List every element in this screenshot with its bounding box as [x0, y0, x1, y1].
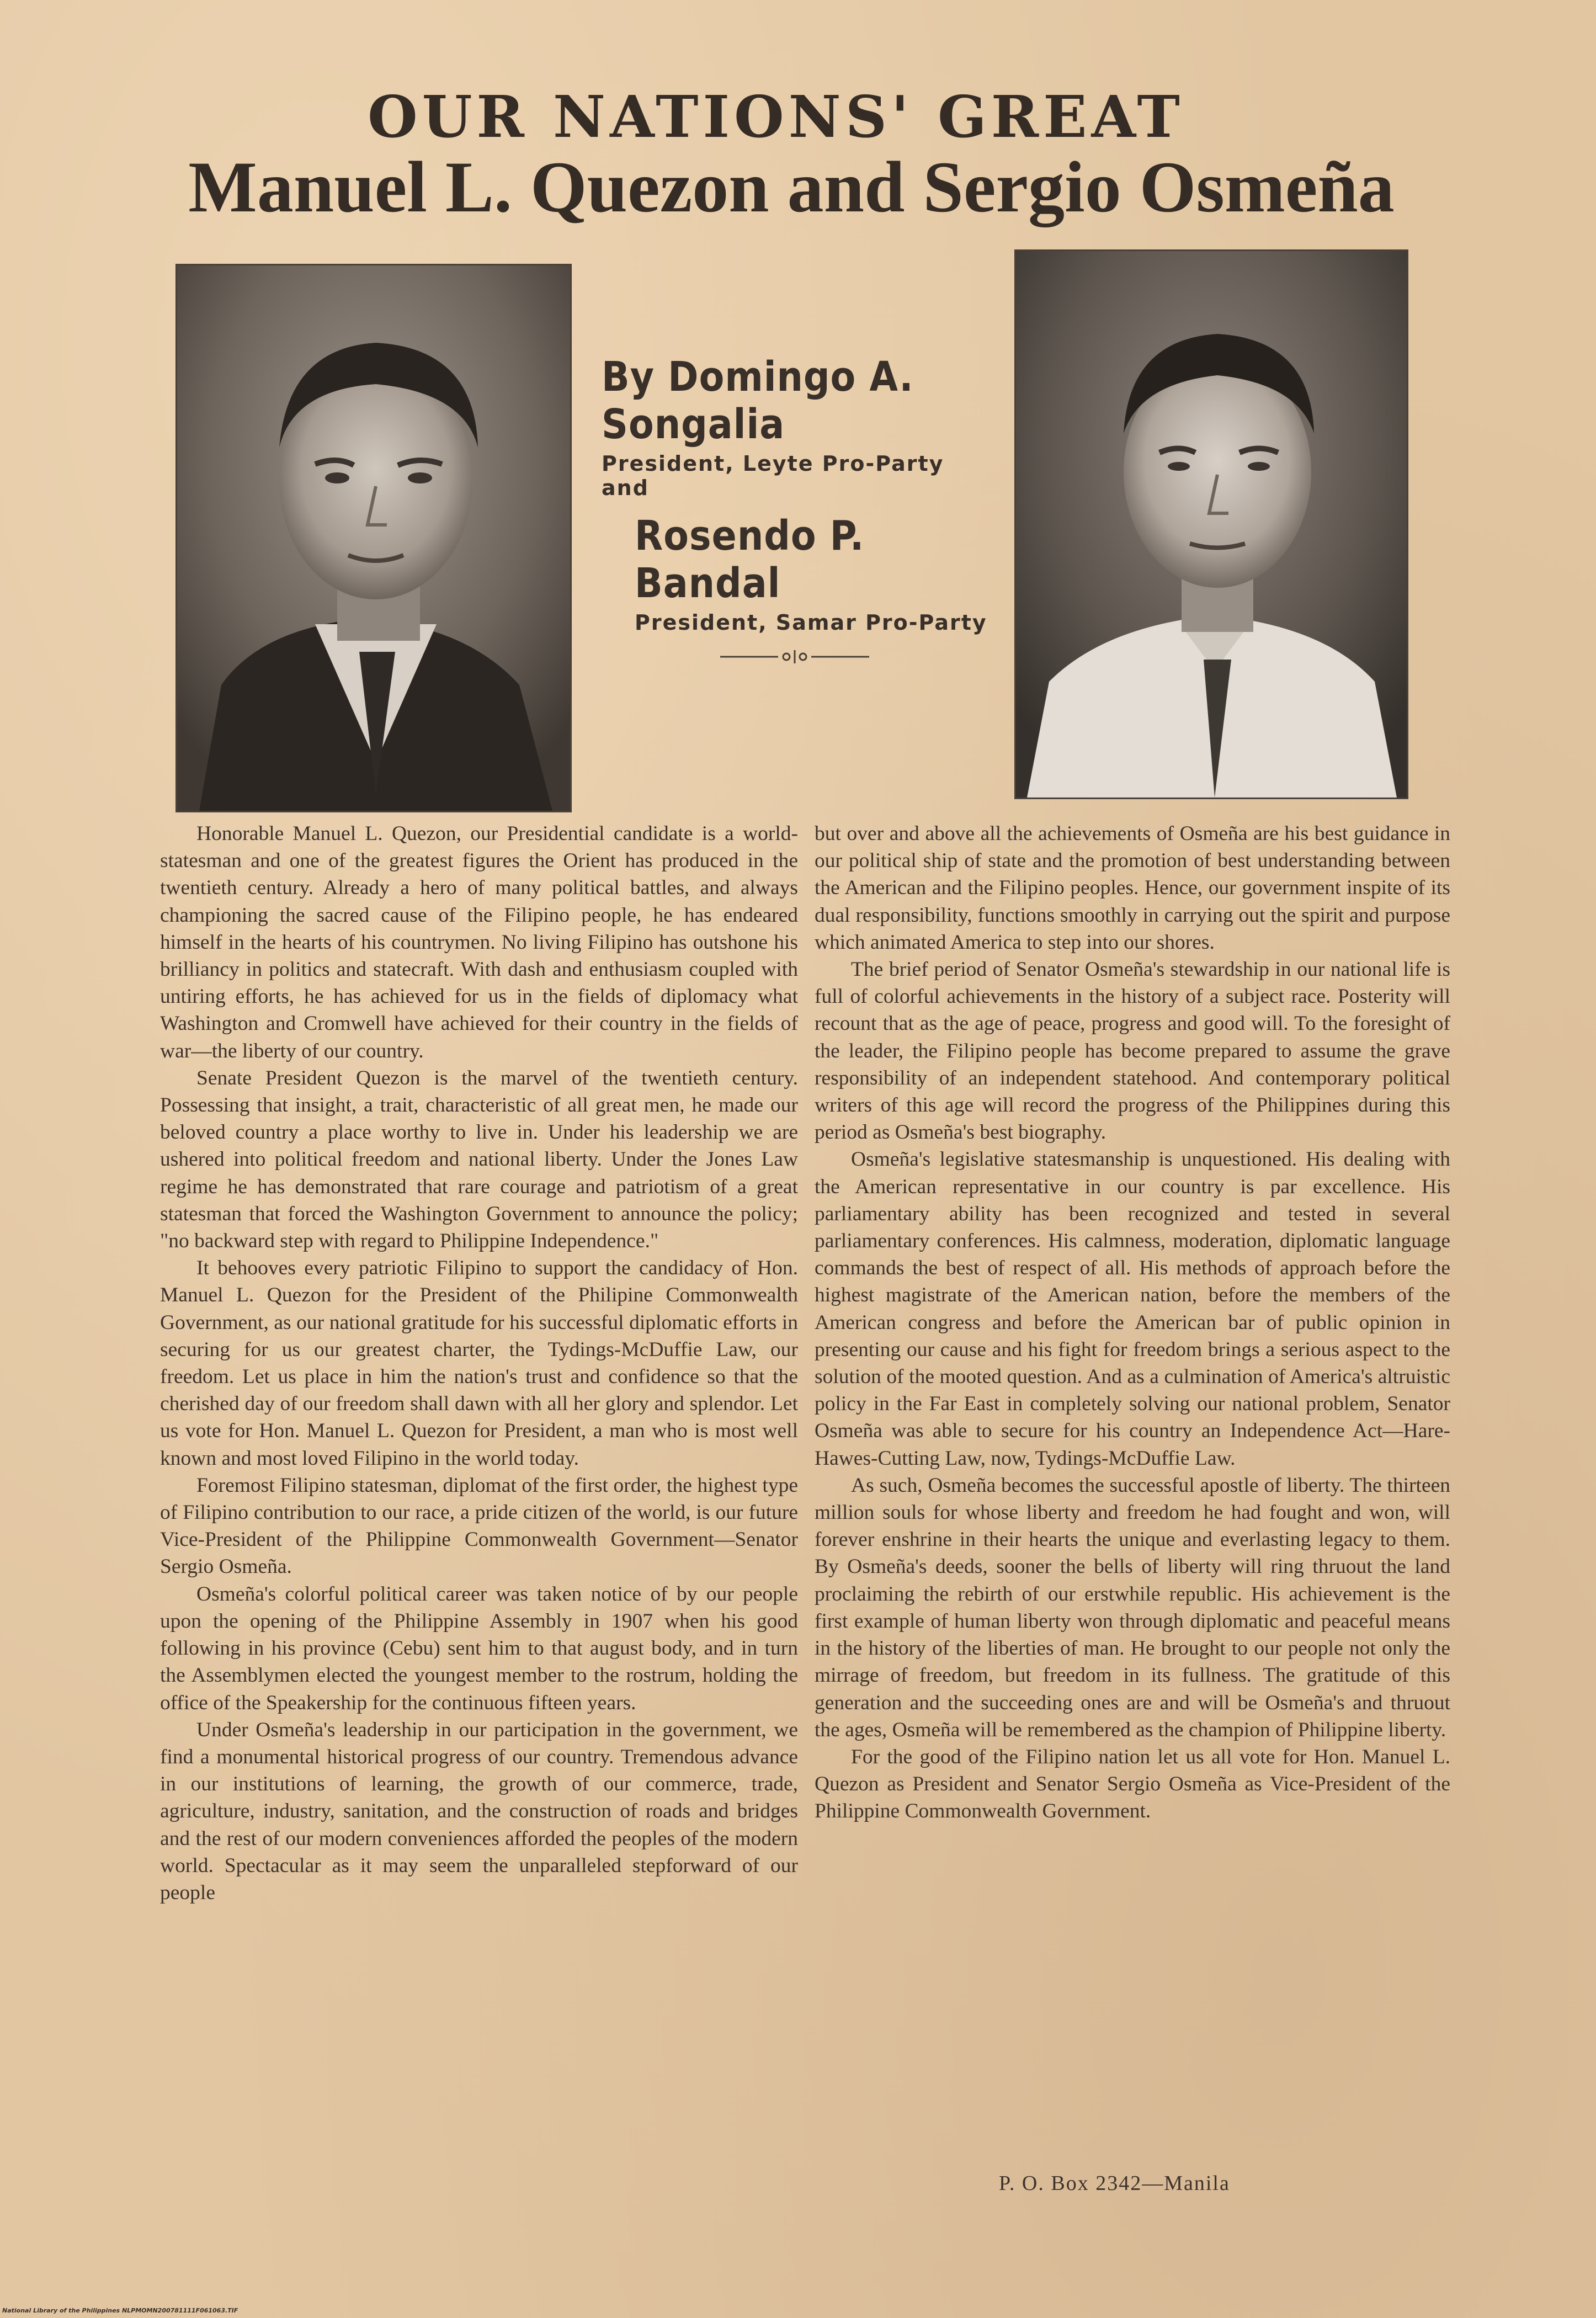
headline-top: OUR NATIONS' GREAT	[368, 83, 1184, 151]
article-column-right	[815, 820, 1450, 1825]
author1-name: By Domingo A. Songalia	[602, 353, 914, 448]
paragraph: For the good of the Filipino nation let us all vote for Hon. Manuel L. Quezon as President and Senator Sergio Osmeña as Vice-President of the Philippine Commonwealth Government.	[815, 1745, 1450, 1823]
author2-title: President, Samar Pro-Party	[635, 610, 987, 635]
quezon-portrait	[175, 264, 572, 812]
paragraph: Foremost Filipino statesman, diplomat of the first order, the highest type of Filipino contribution to our race, a pride citizen of the world, is our future Vice-President of the Philippine Commonwealth Government—Senator Sergio Osmeña.	[160, 1474, 798, 1578]
paragraph: Osmeña's colorful political career was taken notice of by our people upon the opening of the Philippine Assembly in 1907 when his good following in his province (Cebu) sent him to that august body, and in turn the Assemblymen elected the youngest member to the rostrum, holding the office of the Speakership for the continuous fifteen years.	[160, 1582, 798, 1714]
paragraph: Osmeña's legislative statesmanship is unquestioned. His dealing with the American representative in our country is par excellence. His parliamentary ability has been recognized and tested in several parliamentary conferences. His calmness, moderation, diplomatic language commands the best of respect of all. His methods of approach before the highest magistrate of the American nation, before the members of the American congress and before the American bar of public opinion in presenting our cause and his fight for freedom brings a serious aspect to the solution of the mooted question. And as a culmination of America's altruistic policy in the Far East in completely solving our national problem, Senator Osmeña was able to secure for his country an Independence Act—Hare-Hawes-Cutting Law, now, Tydings-McDuffie Law.	[815, 1148, 1450, 1470]
library-credit: National Library of the Philippines NLPMOMN200781111F061063.TIF	[2, 2307, 238, 2314]
ornament-divider	[717, 645, 872, 667]
paragraph: The brief period of Senator Osmeña's stewardship in our national life is full of colorful achievements in the history of a subject race. Posterity will recount that as the age of peace, progress and good will. To the foresight of the leader, the Filipino people has become prepared to assume the grave responsibility of an independent statehood. And contemporary political writers of this age will record the progress of the Philippines during this period as Osmeña's best biography.	[815, 958, 1450, 1144]
po-box-address: P. O. Box 2342—Manila	[999, 2172, 1230, 2195]
byline-author1	[602, 353, 988, 500]
headline-main: Manuel L. Quezon and Sergio Osmeña	[188, 146, 1395, 227]
paragraph: Under Osmeña's leadership in our participation in the government, we find a monumental historical progress of our country. Tremendous advance in our institutions of learning, the growth of our commerce, trade, agriculture, industry, sanitation, and the construction of roads and bridges and the rest of our modern conveniences afforded the peoples of the modern world. Spectacular as it may seem the unparalleled stepforward of our people	[160, 1718, 798, 1904]
paragraph: but over and above all the achievements of Osmeña are his best guidance in our political ship of state and the promotion of best understanding between the American and the Filipino peoples. Hence, our government inspite of its dual responsibility, functions smoothly in carrying out the spirit and purpose which animated America to step into our shores.	[815, 822, 1450, 954]
paragraph: Senate President Quezon is the marvel of the twentieth century. Possessing that insight, a trait, characteristic of all great men, he made our beloved country a place worthy to live in. Under his leadership we are ushered into political freedom and national liberty. Under the Jones Law regime he has demonstrated that rare courage and patriotism of a great statesman that forced the Washington Government to announce the policy; "no backward step with regard to Philippine Independence."	[160, 1066, 798, 1253]
paragraph: Honorable Manuel L. Quezon, our Presidential candidate is a world-statesman and one of the greatest figures the Orient has produced in the twentieth century. Already a hero of many political battles, and always championing the sacred cause of the Filipino people, he has endeared himself in the hearts of his countrymen. No living Filipino has outshone his brilliancy in politics and statecraft. With dash and enthusiasm coupled with untiring efforts, he has achieved for us in the fields of diplomacy what Washington and Cromwell have achieved for their country in the fields of war—the liberty of our country.	[160, 822, 798, 1062]
paragraph: As such, Osmeña becomes the successful apostle of liberty. The thirteen million souls for whose liberty and freedom he had fought and won, will forever enshrine in their hearts the unique and everlasting legacy to them. By Osmeña's deeds, sooner the bells of liberty will ring thruout the land proclaiming the rebirth of our erstwhile republic. His achievement is the first example of human liberty won through diplomatic and peaceful means in the history of the liberties of man. He brought to our people not only the mirrage of freedom, but freedom in its fullness. The gratitude of this generation and the succeeding ones are and will be Osmeña's and thruout the ages, Osmeña will be remembered as the champion of Philippine liberty.	[815, 1474, 1450, 1741]
byline-author2	[635, 512, 1021, 635]
paragraph: It behooves every patriotic Filipino to support the candidacy of Hon. Manuel L. Quezon for the President of the Philipine Commonwealth Government, as our national gratitude for his successful diplomatic efforts in securing for us our greatest charter, the Tydings-McDuffie Law, our freedom. Let us place in him the nation's trust and confidence so that the cherished day of our freedom shall dawn with all her glory and splendor. Let us vote for Hon. Manuel L. Quezon for President, a man who is most well known and most loved Filipino in the world today.	[160, 1257, 798, 1470]
article-column-left	[160, 820, 798, 1906]
author1-title: President, Leyte Pro-Party and	[602, 451, 944, 500]
author2-name: Rosendo P. Bandal	[635, 512, 865, 607]
osmena-portrait	[1014, 249, 1408, 799]
